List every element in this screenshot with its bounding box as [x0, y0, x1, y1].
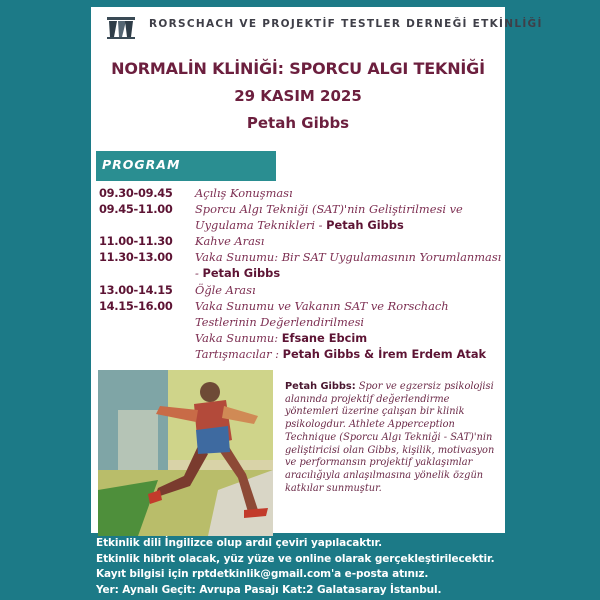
footer-language-note: Etkinlik dili İngilizce olup ardıl çeviri yapılacaktır. [96, 537, 382, 549]
schedule-row [99, 282, 503, 298]
case-presenter: Efsane Ebcim [281, 330, 368, 345]
speaker-bio [285, 381, 500, 495]
event-date: 29 KASIM 2025 [234, 87, 362, 105]
schedule-row [99, 185, 503, 201]
schedule-title: Kahve Arası [195, 234, 265, 249]
program-schedule [99, 185, 503, 362]
schedule-time: 14.15-16.00 [99, 298, 173, 313]
footer-location: Yer: Aynalı Geçit: Avrupa Pasajı Kat:2 Galatasaray İstanbul. [96, 583, 442, 596]
header [91, 7, 543, 43]
organization-name: RORSCHACH VE PROJEKTİF TESTLER DERNEĞİ ETKİNLİĞİ [149, 18, 543, 30]
discussants-line [195, 346, 503, 362]
program-banner [96, 151, 276, 181]
event-card [91, 7, 543, 533]
schedule-time: 13.00-14.15 [99, 282, 173, 297]
event-info-footer [96, 536, 516, 598]
schedule-time: 09.45-11.00 [99, 202, 173, 217]
schedule-time: 11.00-11.30 [99, 234, 173, 249]
schedule-speaker: Petah Gibbs [202, 266, 281, 281]
footer-registration-note: Kayıt bilgisi için rptdetkinlik@gmail.com'a e-posta atınız. [96, 568, 429, 580]
runner-painting-image [98, 370, 273, 536]
event-title: NORMALİN KLİNİĞİ: SPORCU ALGI TEKNİĞİ [111, 59, 485, 78]
schedule-speaker: Petah Gibbs [326, 218, 404, 233]
discussants: Petah Gibbs & İrem Erdem Atak [282, 346, 487, 361]
schedule-time: 09.30-09.45 [99, 186, 173, 200]
schedule-row [99, 249, 503, 281]
case-presenter-line [195, 330, 503, 346]
schedule-title: Vaka Sunumu ve Vakanın SAT ve Rorschach Testlerinin Değerlendirilmesi [195, 298, 449, 329]
organization-logo-icon [105, 15, 137, 41]
footer-hybrid-note: Etkinlik hibrit olacak, yüz yüze ve online olarak gerçekleştirilecektir. [96, 552, 495, 565]
event-speaker: Petah Gibbs [246, 114, 350, 132]
bio-text: Spor ve egzersiz psikolojisi alanında projektif değerlendirme yöntemleri üzerine çalışan bir klinik psikologdur. Athlete Apperception Technique (Sporcu Algı Tekniği - SAT)'nin geliştiricisi olan Gibbs, kişilik, motivasyon ve performansın projektif yaklaşımlar aracılığıyla anlaşılmasına yönelik özgün katkılar sunmuştur. [285, 381, 495, 494]
schedule-title: Sporcu Algı Tekniği (SAT)'nin Geliştirilmesi ve Uygulama Teknikleri - [195, 202, 463, 233]
athlete-painting [98, 370, 273, 536]
schedule-title: Açılış Konuşması [195, 186, 293, 200]
program-label: PROGRAM [102, 157, 181, 172]
bio-name: Petah Gibbs: [285, 381, 356, 392]
schedule-row [99, 298, 503, 362]
case-label: Vaka Sunumu: [195, 330, 279, 345]
discussants-label: Tartışmacılar : [195, 346, 279, 361]
schedule-row [99, 233, 503, 249]
schedule-time: 11.30-13.00 [99, 250, 173, 265]
schedule-row [99, 201, 503, 233]
schedule-title: Vaka Sunumu: Bir SAT Uygulamasının Yorumlanması - [195, 250, 502, 281]
schedule-title: Öğle Arası [195, 282, 256, 297]
